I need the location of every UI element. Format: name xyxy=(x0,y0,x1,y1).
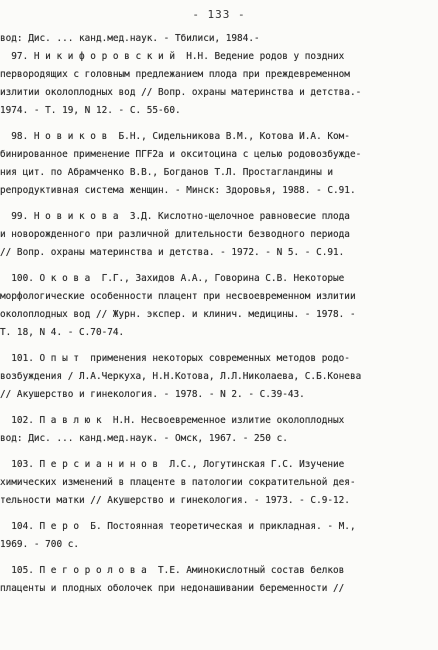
text-line: 1969. - 700 с. xyxy=(0,539,80,550)
text-line: 102. П а в л ю к Н.Н. Несвоевременное излитие околоплодных xyxy=(0,415,345,426)
text-line: бинированное применение ПГF2a и окситоцина с целью родовозбужде- xyxy=(0,149,362,160)
text-line: излитии околоплодных вод // Вопр. охраны материнства и детства.- xyxy=(0,87,362,98)
text-line: Т. 18, N 4. - С.70-74. xyxy=(0,327,125,338)
text-line: 100. О к о в а Г.Г., Захидов А.А., Говорина С.В. Некоторые xyxy=(0,273,345,284)
text-line: вод: Дис. ... канд.мед.наук. - Тбилиси, 1984.- xyxy=(0,33,260,44)
text-line: ния цит. по Абрамченко В.В., Богданов Т.Л. Простагландины и xyxy=(0,167,334,178)
text-line: 105. П е г о р о л о в а Т.Е. Аминокислотный состав белков xyxy=(0,565,345,576)
text-line: вод: Дис. ... канд.мед.наук. - Омск, 1967. - 250 с. xyxy=(0,433,288,444)
text-line: тельности матки // Акушерство и гинекология. - 1973. - С.9-12. xyxy=(0,495,350,506)
text-line: // Вопр. охраны материнства и детства. - 1972. - N 5. - С.91. xyxy=(0,247,345,258)
text-line: 98. Н о в и к о в Б.Н., Сидельникова В.М., Котова И.А. Ком- xyxy=(0,131,350,142)
text-line: 104. П е р о Б. Постоянная теоретическая и прикладная. - М., xyxy=(0,521,356,532)
text-line: 99. Н о в и к о в а З.Д. Кислотно-щелочное равновесие плода xyxy=(0,211,350,222)
text-line: химических изменений в плаценте в патологии сократительной дея- xyxy=(0,477,356,488)
text-line: 1974. - Т. 19, N 12. - С. 55-60. xyxy=(0,105,181,116)
text-line: 101. О п ы т применения некоторых современных методов родо- xyxy=(0,353,350,364)
text-line: морфологические особенности плацент при несвоевременном излитии xyxy=(0,291,356,302)
text-line: репродуктивная система женщин. - Минск: Здоровья, 1988. - С.91. xyxy=(0,185,356,196)
text-line: плаценты и плодных оболочек при недонашивании беременности // xyxy=(0,583,345,594)
text-line: 103. П е р с и а н и н о в Л.С., Логутинская Г.С. Изучение xyxy=(0,459,345,470)
text-line: и новорожденного при различной длительности безводного периода xyxy=(0,229,350,240)
page-number: - 133 - xyxy=(192,8,246,21)
text-line: околоплодных вод // Журн. экспер. и клинич. медицины. - 1978. - xyxy=(0,309,356,320)
text-line: первородящих с головным предлежанием плода при преждевременном xyxy=(0,69,350,80)
text-line: возбуждения / Л.А.Черкуха, Н.Н.Котова, Л.Л.Николаева, С.Б.Конева xyxy=(0,371,362,382)
text-line: 97. Н и к и ф о р о в с к и й Н.Н. Ведение родов у поздних xyxy=(0,51,345,62)
text-line: // Акушерство и гинекология. - 1978. - N 2. - С.39-43. xyxy=(0,389,305,400)
